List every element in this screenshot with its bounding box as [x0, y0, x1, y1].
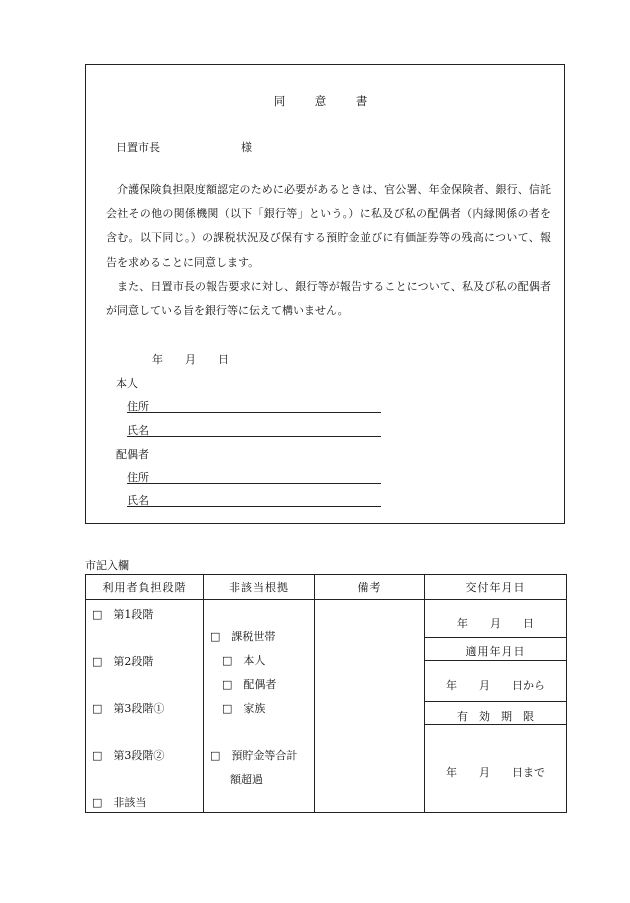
header-issue-date: 交付年月日: [425, 575, 567, 600]
honorific: 様: [241, 141, 252, 154]
header-remarks: 備考: [315, 575, 425, 600]
self-name-line[interactable]: [127, 436, 381, 437]
divider: [425, 724, 566, 725]
basis-family-checkbox[interactable]: □ 家族: [222, 702, 266, 715]
taxed-household-checkbox[interactable]: □ 課税世帯: [210, 630, 276, 643]
applicable-date-value: 年 月 日から: [446, 679, 545, 692]
issue-date-value: 年 月 日: [457, 617, 534, 630]
consent-paragraph-1: 介護保険負担限度額認定のために必要があるときは、官公署、年金保険者、銀行、信託会社その他の関係機関（以下「銀行等」という。）に私及び私の配偶者（内縁関係の者を含む。以下同じ。）の課税状況及び保有する預貯金並びに有価証券等の残高について、報告を求めることに同意します。: [106, 183, 551, 269]
city-use-label: 市記入欄: [85, 559, 129, 572]
dates-cell: [425, 600, 567, 813]
divider: [425, 637, 566, 638]
valid-period-label: 有 効 期 限: [457, 710, 534, 723]
self-address-label: 住所: [127, 400, 149, 413]
basis-spouse-checkbox[interactable]: □ 配偶者: [222, 678, 277, 691]
basis-cell: [204, 600, 315, 813]
consent-paragraph-2: また、日置市長の報告要求に対し、銀行等が報告することについて、私及び私の配偶者が同意している旨を銀行等に伝えて構いません。: [106, 280, 551, 318]
basis-self-checkbox[interactable]: □ 本人: [222, 654, 266, 667]
document-title: 同 意 書: [273, 94, 377, 108]
savings-exceeded-label: 額超過: [230, 773, 263, 786]
non-applicable-checkbox[interactable]: □ 非該当: [92, 796, 147, 809]
valid-period-value: 年 月 日まで: [446, 766, 545, 779]
spouse-name-label: 氏名: [127, 494, 149, 507]
spouse-label: 配偶者: [116, 448, 149, 461]
burden-stage-cell: [86, 600, 204, 813]
divider: [425, 701, 566, 702]
self-label: 本人: [116, 377, 138, 390]
spouse-name-line[interactable]: [127, 506, 381, 507]
consent-form: [85, 64, 565, 524]
stage-2-checkbox[interactable]: □ 第2段階: [92, 655, 154, 668]
spouse-address-label: 住所: [127, 471, 149, 484]
header-non-applicable-basis: 非該当根拠: [204, 575, 315, 600]
stage-1-checkbox[interactable]: □ 第1段階: [92, 608, 154, 621]
signature-date: 年 月 日: [152, 353, 229, 366]
savings-exceeded-checkbox[interactable]: □ 預貯金等合計: [210, 749, 298, 762]
divider: [425, 660, 566, 661]
header-burden-stage: 利用者負担段階: [86, 575, 204, 600]
spouse-address-line[interactable]: [127, 483, 381, 484]
city-use-table: [85, 574, 567, 813]
self-address-line[interactable]: [127, 412, 381, 413]
stage-3-1-checkbox[interactable]: □ 第3段階①: [92, 702, 165, 715]
stage-3-2-checkbox[interactable]: □ 第3段階②: [92, 749, 165, 762]
self-name-label: 氏名: [127, 424, 149, 437]
addressee: 日置市長: [116, 141, 160, 154]
applicable-date-label: 適用年月日: [465, 645, 526, 658]
remarks-cell[interactable]: [315, 600, 425, 813]
